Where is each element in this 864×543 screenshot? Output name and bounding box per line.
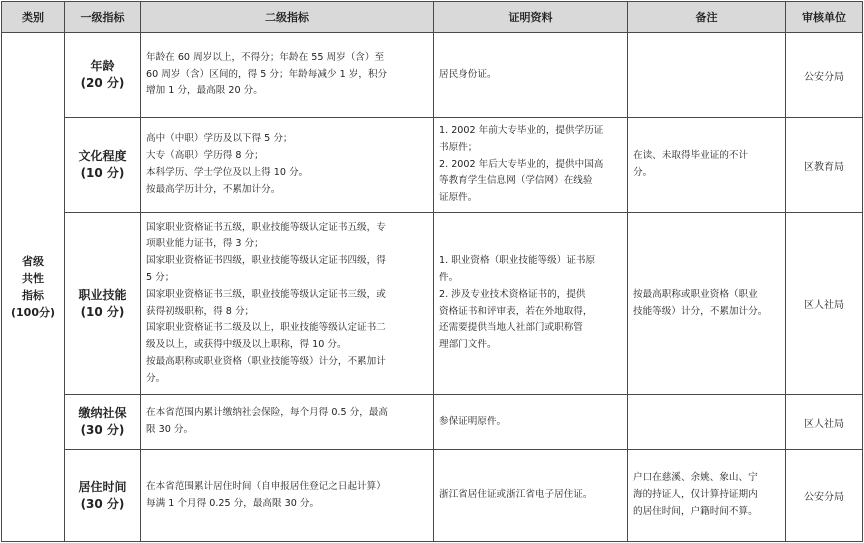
category-line: 指标 (22, 289, 44, 302)
indicator-points: (20 分) (80, 76, 125, 90)
points-criteria-table (1, 1, 863, 542)
table-row (2, 33, 863, 118)
proof-line: 参保证明原件。 (439, 415, 507, 427)
note-cell (628, 118, 786, 213)
table-row (2, 118, 863, 213)
criteria-line: 项职业能力证书，得 3 分； (146, 238, 264, 250)
category-line: (100分) (10, 306, 56, 319)
criteria-cell (141, 33, 434, 118)
criteria-cell (141, 395, 434, 450)
proof-line: 证原件。 (439, 192, 478, 204)
note-line: 分。 (633, 167, 653, 178)
table-row (2, 213, 863, 395)
criteria-line: 分。 (146, 372, 166, 384)
indicator-cell (65, 213, 141, 395)
note-line: 户口在慈溪、余姚、象山、宁 (633, 472, 758, 484)
criteria-cell (141, 450, 434, 542)
criteria-line: 本科学历、学士学位及以上得 10 分。 (146, 167, 309, 178)
header-unit: 审核单位 (786, 2, 863, 33)
criteria-cell (141, 213, 434, 395)
criteria-line: 限 30 分。 (146, 424, 194, 435)
unit-cell: 区教育局 (786, 118, 863, 213)
proof-cell (434, 395, 628, 450)
note-line: 按最高职称或职业资格（职业 (633, 288, 758, 300)
indicator-points: (10 分) (80, 166, 125, 180)
criteria-line: 大专（高职）学历得 8 分； (146, 150, 264, 162)
note-cell (628, 450, 786, 542)
proof-line: 居民身份证。 (439, 68, 497, 80)
proof-line: 2. 涉及专业技术资格证书的，提供 (439, 288, 586, 300)
proof-line: 浙江省居住证或浙江省电子居住证。 (439, 489, 593, 501)
indicator-name: 文化程度 (78, 149, 127, 163)
proof-line: 书原件； (439, 141, 478, 153)
indicator-cell (65, 118, 141, 213)
criteria-line: 在本省范围累计居住时间（自申报居住登记之日起计算） (146, 480, 386, 492)
header-level2: 二级指标 (141, 2, 434, 33)
table-row (2, 450, 863, 542)
criteria-line: 高中（中职）学历及以下得 5 分； (146, 133, 293, 145)
criteria-line: 国家职业资格证书三级，职业技能等级认定证书三级，或 (146, 288, 386, 300)
proof-line: 件。 (439, 271, 459, 283)
proof-line: 资格证书和评审表，若在外地取得， (439, 305, 593, 317)
indicator-name: 缴纳社保 (78, 406, 127, 420)
note-line: 在读、未取得毕业证的不计 (633, 150, 749, 162)
unit-cell: 区人社局 (786, 213, 863, 395)
note-cell (628, 33, 786, 118)
header-category: 类别 (2, 2, 65, 33)
indicator-name: 居住时间 (78, 479, 127, 494)
note-cell (628, 213, 786, 395)
header-level1: 一级指标 (65, 2, 141, 33)
unit-cell: 区人社局 (786, 395, 863, 450)
proof-line: 1. 2002 年前大专毕业的，提供学历证 (439, 125, 604, 136)
indicator-name: 职业技能 (78, 287, 127, 302)
proof-cell (434, 33, 628, 118)
criteria-line: 年龄在 60 周岁以上，不得分；年龄在 55 周岁（含）至 (146, 51, 385, 63)
criteria-line: 5 分； (146, 271, 175, 283)
proof-line: 1. 职业资格（职业技能等级）证书原 (439, 255, 596, 267)
proof-cell (434, 118, 628, 213)
indicator-points: (30 分) (80, 423, 125, 437)
criteria-line: 国家职业资格证书二级及以上，职业技能等级认定证书二 (146, 322, 386, 334)
criteria-line: 每满 1 个月得 0.25 分，最高限 30 分。 (146, 497, 320, 509)
indicator-cell (65, 395, 141, 450)
proof-line: 2. 2002 年后大专毕业的，提供中国高 (439, 158, 604, 170)
criteria-line: 级及以上，或获得中级及以上职称，得 10 分。 (146, 339, 347, 351)
criteria-line: 按最高学历计分，不累加计分。 (146, 183, 281, 195)
criteria-line: 增加 1 分，最高限 20 分。 (146, 85, 263, 97)
unit-cell: 公安分局 (786, 33, 863, 118)
criteria-line: 按最高职称或职业资格（职业技能等级）计分，不累加计 (146, 355, 386, 367)
criteria-line: 在本省范围内累计缴纳社会保险，每个月得 0.5 分，最高 (146, 407, 389, 419)
header-note: 备注 (628, 2, 786, 33)
criteria-line: 国家职业资格证书五级，职业技能等级认定证书五级，专 (146, 221, 386, 233)
header-proof: 证明资料 (434, 2, 628, 33)
table-row (2, 395, 863, 450)
category-cell (2, 33, 65, 542)
proof-cell (434, 213, 628, 395)
indicator-cell (65, 450, 141, 542)
proof-cell (434, 450, 628, 542)
criteria-line: 60 周岁（含）区间的，得 5 分；年龄每减少 1 岁，积分 (146, 68, 388, 80)
note-line: 的居住时间，户籍时间不算。 (633, 505, 758, 517)
proof-line: 还需要提供当地人社部门或职称管 (439, 322, 583, 334)
indicator-cell (65, 33, 141, 118)
proof-line: 理部门文件。 (439, 339, 497, 351)
indicator-points: (10 分) (80, 304, 125, 319)
criteria-line: 获得初级职称，得 8 分； (146, 305, 255, 317)
proof-line: 等教育学生信息网（学信网）在线验 (439, 175, 593, 187)
note-line: 海的持证人，仅计算持证期内 (633, 489, 758, 501)
header-row (2, 2, 863, 33)
indicator-points: (30 分) (80, 496, 125, 511)
criteria-cell (141, 118, 434, 213)
category-line: 共性 (22, 272, 44, 285)
criteria-line: 国家职业资格证书四级，职业技能等级认定证书四级，得 (146, 255, 386, 267)
indicator-name: 年龄 (90, 59, 115, 73)
note-cell (628, 395, 786, 450)
unit-cell: 公安分局 (786, 450, 863, 542)
note-line: 技能等级）计分，不累加计分。 (633, 305, 768, 317)
category-line: 省级 (22, 255, 44, 268)
